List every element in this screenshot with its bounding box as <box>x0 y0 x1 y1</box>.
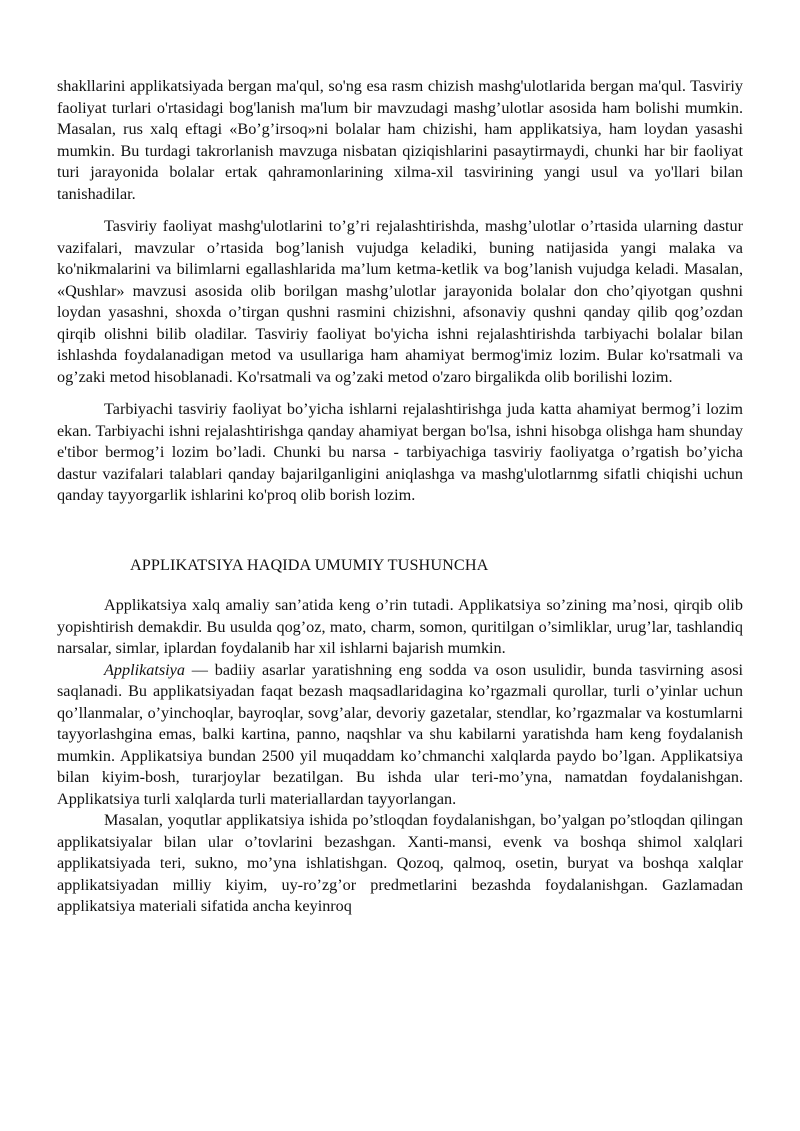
applique-term: Applikatsiya <box>104 660 185 679</box>
applique-definition-text: — badiiy asarlar yaratishning eng sodda va oson usulidir, bunda tasvirning asosi saqlanadi. Bu applikatsiyadan faqat bezash maqsadlaridagina ko’rgazmali qurollar, turli o’yinlar uchun qo’llanmalar, o’yinchoqlar, bayroqlar, sovg’alar, devoriy gazetalar, stendlar, ko’rgazmalar va kostumlarni tayyorlashgina emas, balki kartina, panno, naqshlar va shu kabilarni yaratishda ham keng foydalanish mumkin. Applikatsiya bundan 2500 yil muqaddam ko’chmanchi xalqlarda paydo bo’lgan. Applikatsiya bilan kiyim-bosh, turarjoylar bezatilgan. Bu ishda ular teri-mo’yna, namatdan foydalanishgan. Applikatsiya turli xalqlarda turli materiallardan tayyorlangan. <box>57 660 743 808</box>
paragraph-teacher: Tarbiyachi tasviriy faoliyat bo’yicha ishlarni rejalashtirishga juda katta ahamiyat bermog’i lozim ekan. Tarbiyachi ishni rejalashtirishga qanday ahamiyat bergan bo'lsa, ishni hisobga olishga ham shunday e'tibor bermog’i lozim bo’ladi. Chunki bu narsa - tarbiyachiga tasviriy faoliyatga o’rgatish bo’yicha dastur vazifalari talablari qanday bajarilganligini aniqlashga va mashg'ulotlarnmg sifatli chiqishi uchun qanday tayyorgarlik ishlarini ko'proq olib borish lozim. <box>57 400 743 504</box>
paragraph-planning: Tasviriy faoliyat mashg'ulotlarini to’g’ri rejalashtirishda, mashg’ulotlar o’rtasida ularning dastur vazifalari, mavzular o’rtasida bog’lanish vujudga keladiki, buning natijasida yangi malaka va ko'nikmalarini va bilimlarni egallashlarida ma’lum ketma-ketlik va bog’lanish vujudga keladi. Masalan, «Qushlar» mavzusi asosida olib borilgan mashg’ulotlar jarayonida bolalar don cho’qiyotgan qushni loydan yasashni, shoxda o’tirgan qushni rasmini chizishni, afsonaviy qushni qanday qilib qog’ozdan qirqib olishni bilib oladilar. Tasviriy faoliyat bo'yicha ishni rejalashtirishda tarbiyachi bolalar bilan ishlashda foydalanadigan metod va usullariga ham ahamiyat bermog'imiz lozim. Bular ko'rsatmali va og’zaki metod hisoblanadi. Ko'rsatmali va og’zaki metod o'zaro birgalikda olib borilishi lozim. <box>57 217 743 386</box>
document-page <box>57 76 743 918</box>
section-heading: APPLIKATSIYA HAQIDA UMUMIY TUSHUNCHA <box>130 555 489 574</box>
paragraph-continuation: shakllarini applikatsiyada bergan ma'qul, so'ng esa rasm chizish mashg'ulotlarida bergan ma'qul. Tasviriy faoliyat turlari o'rtasidagi bog'lanish ma'lum bir mavzudagi mashg’ulotlar asosida ham bolishi mumkin. Masalan, rus xalq eftagi «Bo’g’irsoq»ni bolalar ham chizishi, ham applikatsiya, ham loydan yasashi mumkin. Bu turdagi takrorlanish mavzuga nisbatan qiziqishlarini pasaytirmaydi, chunki har bir faoliyat turi jarayonida bolalar ertak qahramonlarining xilma-xil tasvirining yangi usul va yo'llari bilan tanishadilar. <box>57 77 743 203</box>
paragraph-applique-peoples: Masalan, yoqutlar applikatsiya ishida po’stloqdan foydalanishgan, bo’yalgan po’stloqdan qilingan applikatsiyalar bilan ular o’tovlarini bezashgan. Xanti-mansi, evenk va boshqa shimol xalqlari applikatsiyada teri, sukno, mo’yna ishlatishgan. Qozoq, qalmoq, osetin, buryat va boshqa xalqlar applikatsiyadan milliy kiyim, uy-ro’zg’or predmetlarini bezashda foydalanishgan. Gazlamadan applikatsiya materiali sifatida ancha keyinroq <box>57 811 743 915</box>
paragraph-applique-definition <box>57 660 743 811</box>
paragraph-applique-intro: Applikatsiya xalq amaliy san’atida keng o’rin tutadi. Applikatsiya so’zining ma’nosi, qirqib olib yopishtirish demakdir. Bu usulda qog’oz, mato, charm, somon, quritilgan o’simliklar, urug’lar, tashlandiq narsalar, simlar, iplardan foydalanib har xil ishlarni bajarish mumkin. <box>57 596 743 657</box>
